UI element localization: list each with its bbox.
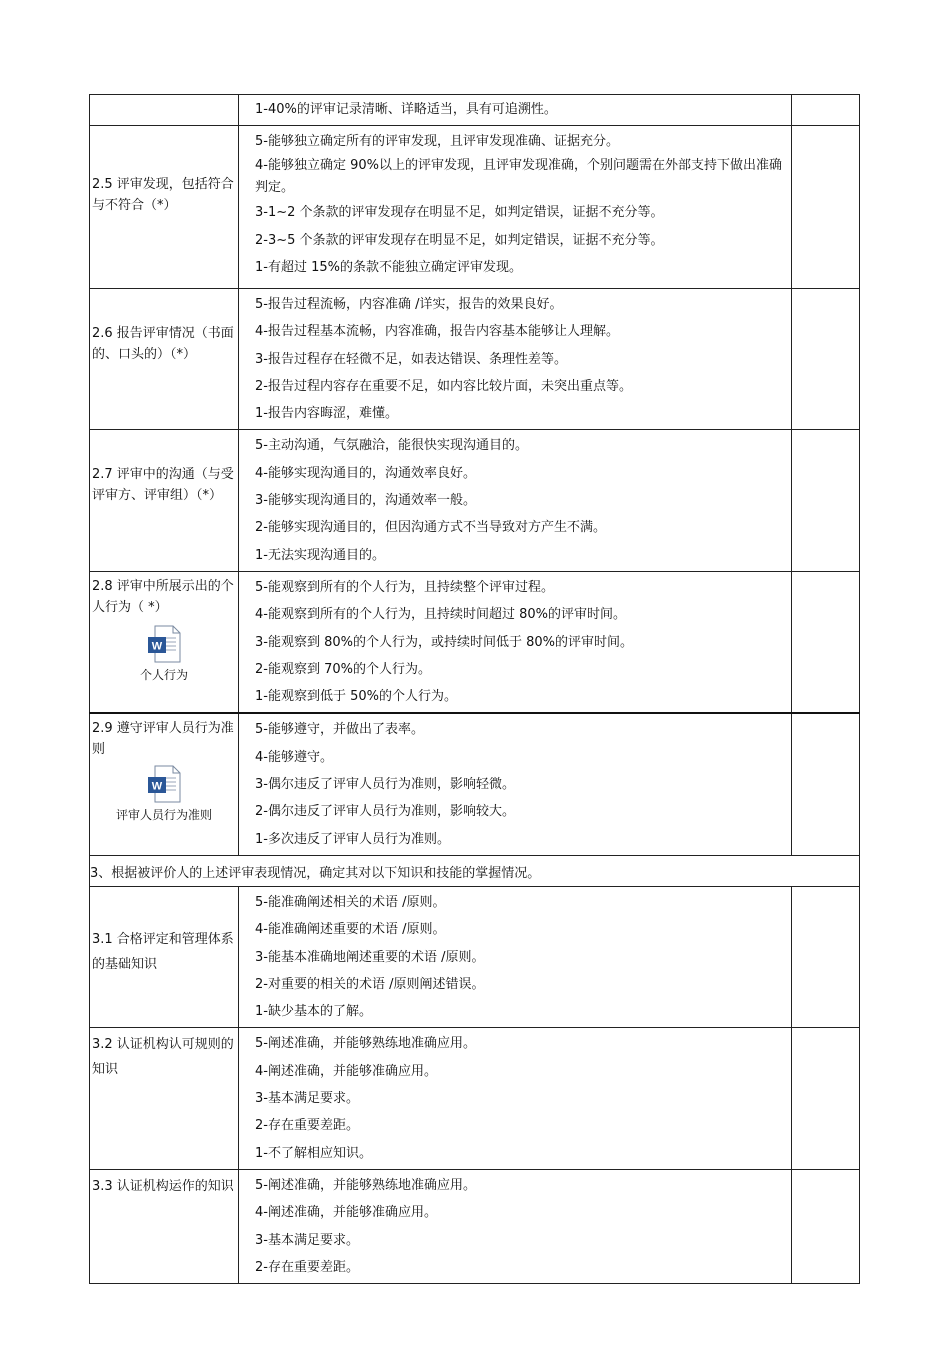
option-text: 1-多次违反了评审人员行为准则。 xyxy=(255,831,450,847)
option-text: 4-报告过程基本流畅，内容准确，报告内容基本能够让人理解。 xyxy=(255,324,619,340)
criterion-label: 2.8 评审中所展示出的个人行为（ *） xyxy=(92,578,234,615)
table-row xyxy=(90,571,860,713)
score-cell[interactable] xyxy=(792,289,860,430)
table-row xyxy=(90,1028,860,1169)
criterion-cell xyxy=(90,886,239,1027)
option-text: 5-主动沟通，气氛融洽，能很快实现沟通目的。 xyxy=(255,438,528,454)
table-row xyxy=(90,289,860,430)
svg-text:W: W xyxy=(151,780,163,793)
attachment-caption[interactable]: 个人行为 xyxy=(139,667,188,682)
criterion-cell xyxy=(90,1028,239,1169)
options-cell xyxy=(239,126,792,289)
evaluation-table xyxy=(89,94,860,1284)
option-text: 2-报告过程内容存在重要不足，如内容比较片面，未突出重点等。 xyxy=(255,378,632,394)
section-heading xyxy=(90,855,860,886)
table-row xyxy=(90,1169,860,1283)
criterion-cell xyxy=(90,713,239,855)
option-text: 4-能准确阐述重要的术语 /原则。 xyxy=(255,922,446,938)
option-text: 5-能够独立确定所有的评审发现，且评审发现准确、证据充分。 xyxy=(255,134,619,149)
score-cell[interactable] xyxy=(792,430,860,571)
option-text: 5-能够遵守，并做出了表率。 xyxy=(255,722,424,738)
options-cell xyxy=(239,713,792,855)
option-text: 4-能够独立确定 90%以上的评审发现，且评审发现准确，个别问题需在外部支持下做出准确判定。 xyxy=(255,158,782,196)
evaluation-form xyxy=(89,94,859,1284)
section-heading-text: 3、根据被评价人的上述评审表现情况，确定其对以下知识和技能的掌握情况。 xyxy=(90,865,541,881)
score-cell[interactable] xyxy=(792,1028,860,1169)
criterion-label: 3.3 认证机构运作的知识 xyxy=(92,1178,234,1194)
score-cell[interactable] xyxy=(792,1169,860,1283)
option-text: 4-能够遵守。 xyxy=(255,749,333,765)
table-row xyxy=(90,126,860,289)
option-text: 1-能观察到低于 50%的个人行为。 xyxy=(255,689,457,705)
option-text: 2-对重要的相关的术语 /原则阐述错误。 xyxy=(255,976,485,992)
option-text: 5-能观察到所有的个人行为，且持续整个评审过程。 xyxy=(255,579,554,595)
criterion-label: 2.6 报告评审情况（书面的、口头的）（*） xyxy=(92,326,234,362)
criterion-cell xyxy=(90,430,239,571)
option-text: 3-能够实现沟通目的，沟通效率一般。 xyxy=(255,493,476,509)
options-cell xyxy=(239,571,792,713)
criterion-label: 3.1 合格评定和管理体系的基础知识 xyxy=(92,931,234,972)
option-text: 2-能观察到 70%的个人行为。 xyxy=(255,661,431,677)
attachment[interactable] xyxy=(90,764,238,824)
option-text: 1-不了解相应知识。 xyxy=(255,1145,372,1161)
score-cell[interactable] xyxy=(792,886,860,1027)
criterion-cell xyxy=(90,1169,239,1283)
criterion-cell xyxy=(90,289,239,430)
option-text: 4-阐述准确，并能够准确应用。 xyxy=(255,1063,437,1079)
criterion-label: 2.9 遵守评审人员行为准则 xyxy=(92,721,234,758)
criterion-cell xyxy=(90,571,239,713)
criterion-label: 3.2 认证机构认可规则的知识 xyxy=(92,1037,234,1078)
options-cell xyxy=(239,95,792,126)
option-text: 5-阐述准确，并能够熟练地准确应用。 xyxy=(255,1177,476,1193)
option-text: 3-偶尔违反了评审人员行为准则，影响轻微。 xyxy=(255,777,515,793)
option-text: 4-能够实现沟通目的，沟通效率良好。 xyxy=(255,465,476,481)
attachment[interactable] xyxy=(90,624,238,684)
option-text: 1-40%的评审记录清晰、详略适当，具有可追溯性。 xyxy=(255,102,557,117)
option-text: 4-能观察到所有的个人行为，且持续时间超过 80%的评审时间。 xyxy=(255,607,626,623)
option-text: 3-能观察到 80%的个人行为，或持续时间低于 80%的评审时间。 xyxy=(255,634,634,650)
option-text: 2-存在重要差距。 xyxy=(255,1118,359,1134)
criterion-label: 2.5 评审发现，包括符合与不符合（*） xyxy=(92,177,234,213)
option-text: 2-3~5 个条款的评审发现存在明显不足，如判定错误，证据不充分等。 xyxy=(255,232,664,248)
criterion-cell xyxy=(90,126,239,289)
option-text: 5-报告过程流畅，内容准确 /详实，报告的效果良好。 xyxy=(255,297,563,312)
option-text: 3-基本满足要求。 xyxy=(255,1232,359,1248)
attachment-caption[interactable]: 评审人员行为准则 xyxy=(115,808,212,823)
table-row xyxy=(90,95,860,126)
option-text: 5-能准确阐述相关的术语 /原则。 xyxy=(255,894,446,910)
options-cell xyxy=(239,1028,792,1169)
score-cell[interactable] xyxy=(792,713,860,855)
option-text: 3-能基本准确地阐述重要的术语 /原则。 xyxy=(255,949,485,965)
options-cell xyxy=(239,1169,792,1283)
options-cell xyxy=(239,289,792,430)
options-cell xyxy=(239,886,792,1027)
criterion-cell xyxy=(90,95,239,126)
option-text: 1-报告内容晦涩，难懂。 xyxy=(255,406,398,422)
section-heading-row xyxy=(90,855,860,886)
score-cell[interactable] xyxy=(792,126,860,289)
options-cell xyxy=(239,430,792,571)
option-text: 1-无法实现沟通目的。 xyxy=(255,547,385,563)
option-text: 3-报告过程存在轻微不足，如表达错误、条理性差等。 xyxy=(255,351,567,367)
svg-text:W: W xyxy=(151,640,163,653)
option-text: 3-基本满足要求。 xyxy=(255,1091,359,1107)
score-cell[interactable] xyxy=(792,95,860,126)
option-text: 2-偶尔违反了评审人员行为准则，影响较大。 xyxy=(255,804,515,820)
word-document-icon[interactable] xyxy=(146,764,182,804)
option-text: 5-阐述准确，并能够熟练地准确应用。 xyxy=(255,1036,476,1052)
option-text: 1-缺少基本的了解。 xyxy=(255,1004,372,1020)
criterion-label: 2.7 评审中的沟通（与受评审方、评审组）（*） xyxy=(92,467,234,504)
score-cell[interactable] xyxy=(792,571,860,713)
option-text: 2-能够实现沟通目的，但因沟通方式不当导致对方产生不满。 xyxy=(255,520,606,536)
option-text: 2-存在重要差距。 xyxy=(255,1259,359,1275)
option-text: 3-1~2 个条款的评审发现存在明显不足，如判定错误，证据不充分等。 xyxy=(255,205,664,221)
option-text: 4-阐述准确，并能够准确应用。 xyxy=(255,1205,437,1221)
table-row xyxy=(90,430,860,571)
word-document-icon[interactable] xyxy=(146,624,182,664)
table-row xyxy=(90,886,860,1027)
table-row xyxy=(90,713,860,855)
option-text: 1-有超过 15%的条款不能独立确定评审发现。 xyxy=(255,259,522,275)
